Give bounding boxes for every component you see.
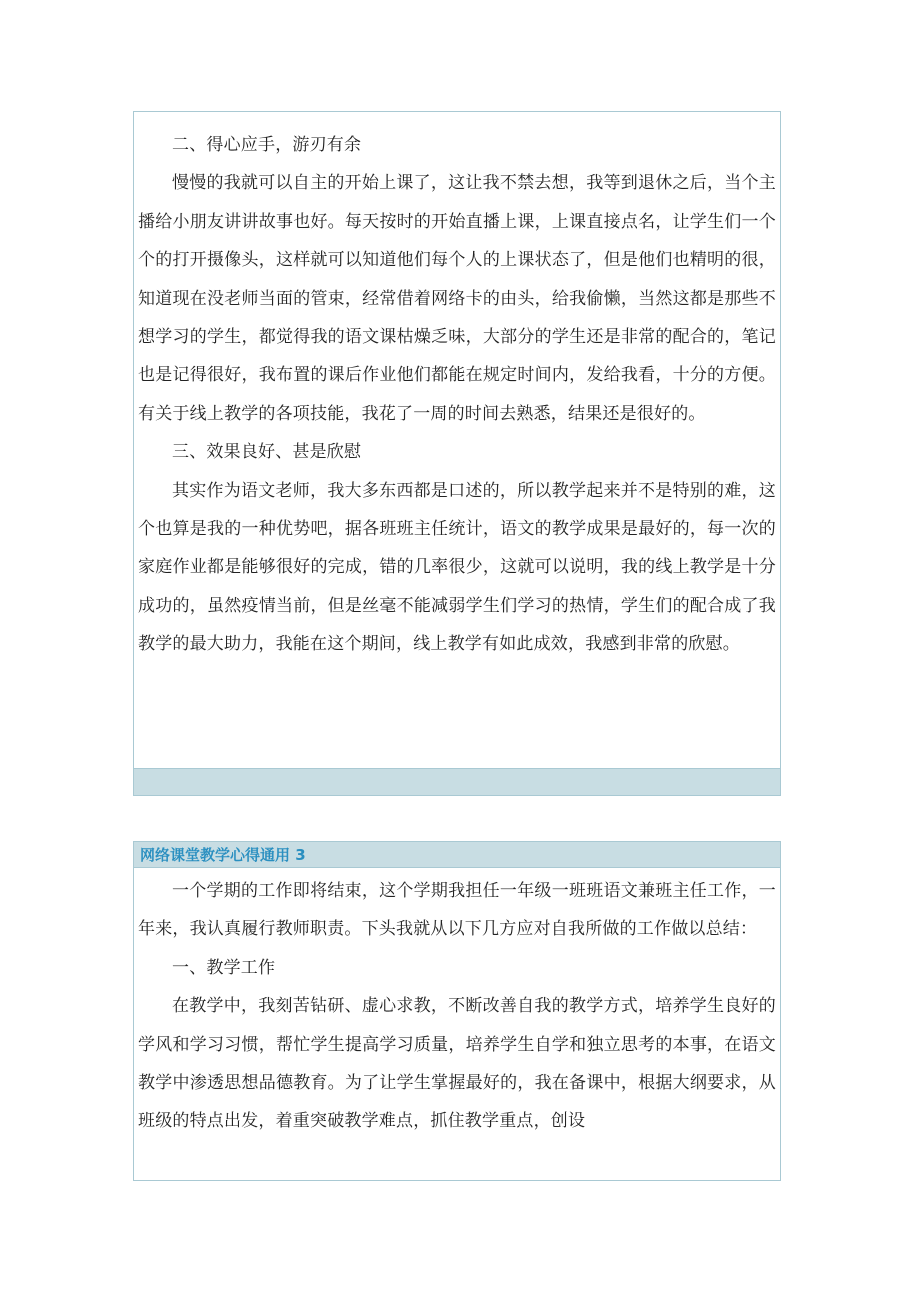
section-1-body bbox=[134, 112, 780, 664]
article-section-2 bbox=[133, 841, 781, 1181]
section-heading-1: 一、教学工作 bbox=[172, 957, 276, 978]
paragraph: 慢慢的我就可以自主的开始上课了，这让我不禁去想，我等到退休之后，当个主播给小朋友讲讲故事也好。每天按时的开始直播上课，上课直接点名，让学生们一个个的打开摄像头，这样就可以知道他们每个人的上课状态了，但是他们也精明的很，知道现在没老师当面的管束，经常借着网络卡的由头，给我偷懒，当然这都是那些不想学习的学生，都觉得我的语文课枯燥乏味，大部分的学生还是非常的配合的，笔记也是记得很好，我布置的课后作业他们都能在规定时间内，发给我看，十分的方便。有关于线上教学的各项技能，我花了一周的时间去熟悉，结果还是很好的。 bbox=[138, 173, 776, 424]
section-title: 网络课堂教学心得通用 3 bbox=[134, 842, 780, 868]
paragraph: 在教学中，我刻苦钻研、虚心求教，不断改善自我的教学方式，培养学生良好的学风和学习习惯，帮忙学生提高学习质量，培养学生自学和独立思考的本事，在语文教学中渗透思想品德教育。为了让学生掌握最好的，我在备课中，根据大纲要求，从班级的特点出发，着重突破教学难点，抓住教学重点，创设 bbox=[138, 996, 776, 1132]
section-2-body bbox=[134, 868, 780, 1141]
section-footer-bar bbox=[134, 768, 780, 795]
paragraph: 其实作为语文老师，我大多东西都是口述的，所以教学起来并不是特别的难，这个也算是我的一种优势吧，据各班班主任统计，语文的教学成果是最好的，每一次的家庭作业都是能够很好的完成，错的几率很少，这就可以说明，我的线上教学是十分成功的，虽然疫情当前，但是丝毫不能减弱学生们学习的热情，学生们的配合成了我教学的最大助力，我能在这个期间，线上教学有如此成效，我感到非常的欣慰。 bbox=[138, 480, 776, 655]
article-section-1 bbox=[133, 111, 781, 796]
section-heading-3: 三、效果良好、甚是欣慰 bbox=[172, 442, 362, 463]
section-heading-2: 二、得心应手，游刃有余 bbox=[172, 135, 362, 155]
paragraph: 一个学期的工作即将结束，这个学期我担任一年级一班班语文兼班主任工作，一年来，我认真履行教师职责。下头我就从以下几方应对自我所做的工作做以总结： bbox=[138, 881, 776, 940]
